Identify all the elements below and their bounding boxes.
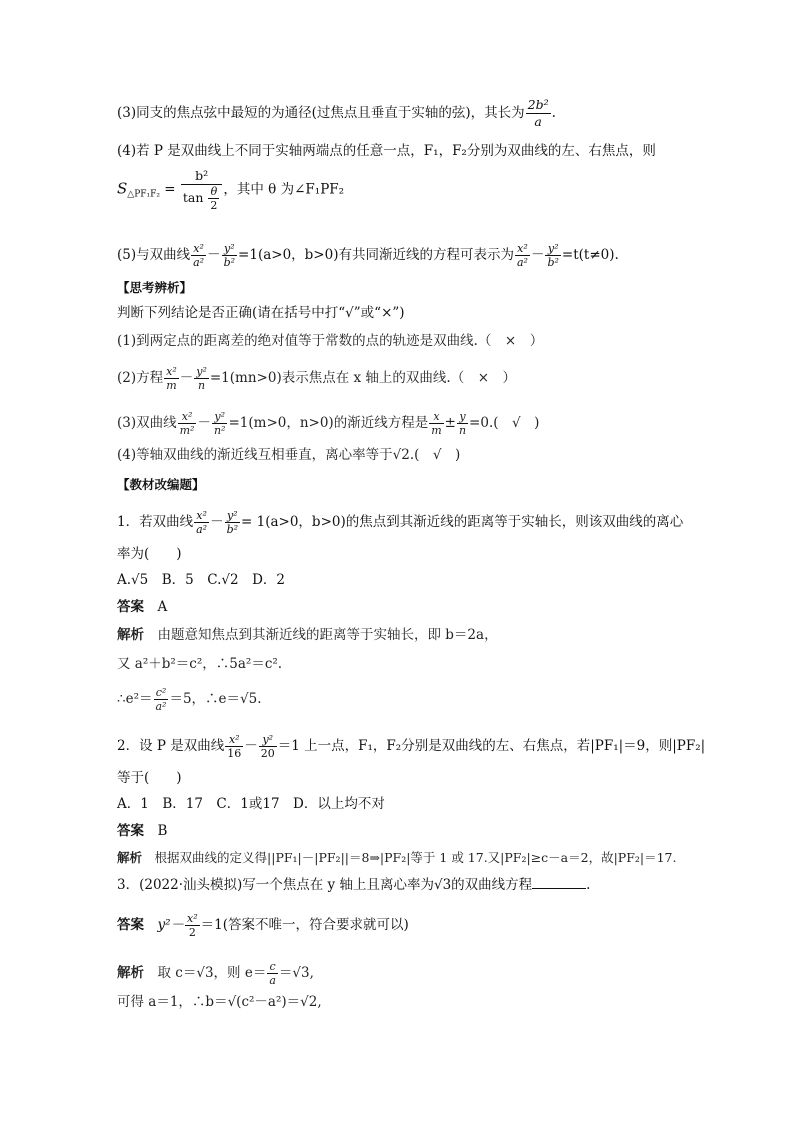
problem-3-answer (117, 912, 409, 939)
den: m (166, 379, 177, 392)
analysis-label: 解析 (117, 627, 144, 643)
analysis-label: 解析 (117, 850, 143, 865)
fraction-denominator: a (534, 114, 542, 129)
answer-value: A (157, 599, 168, 615)
think-q1: (1)到两定点的距离差的绝对值等于常数的点的轨迹是双曲线.（ × ） (117, 333, 544, 349)
fraction-denominator (181, 185, 223, 212)
answer-label: 答案 (117, 823, 144, 839)
num: y² (196, 365, 207, 378)
den: b² (226, 523, 239, 536)
think-intro: 判断下列结论是否正确(请在括号中打“√”或“×”) (117, 305, 405, 321)
problem-1-analysis-2: 又 a²＋b²＝c²，∴5a²＝c². (117, 656, 283, 672)
area-subscript: △PF₁F₂ (127, 189, 160, 200)
num: x² (178, 410, 197, 424)
p1-prefix: 1．若双曲线 (117, 514, 194, 530)
q3-prefix: (3)双曲线 (117, 415, 177, 431)
num: y² (545, 242, 560, 256)
property-5-prefix: (5)与双曲线 (117, 247, 191, 263)
num: x (429, 410, 443, 424)
property-3-fraction (526, 97, 551, 130)
q2-prefix: (2)方程 (117, 370, 164, 386)
problem-2-answer (117, 822, 167, 840)
problem-1-answer (117, 598, 167, 616)
fraction-numerator: 2b² (527, 97, 549, 112)
frac-y2-b2 (225, 509, 240, 536)
frac-y2-20 (259, 733, 277, 760)
num: y² (259, 733, 277, 747)
q3-suffix: =0.( √ ) (469, 415, 540, 431)
answer-suffix: ＝1(答案不唯一，符合要求就可以) (200, 917, 409, 933)
problem-1-stem: 1．若双曲线 $\frac{\text{x²}}{\text{a²}}$ － $\frac{\text{y²}}{\text{b²}}$ = 1(a>0，b>0)的焦点到其渐近线的距离等于实轴长，则该双曲线的离心 (117, 509, 684, 536)
period: . (551, 105, 556, 121)
frac-y2-b2 (545, 242, 560, 269)
two: 2 (210, 199, 218, 212)
num: c (267, 960, 278, 974)
den: n² (213, 424, 226, 437)
den: b² (547, 256, 559, 269)
p1-suffix: = 1(a>0，b>0)的焦点到其渐近线的距离等于实轴长，则该双曲线的离心 (241, 514, 684, 530)
den: m² (179, 424, 195, 437)
num: x² (187, 912, 198, 925)
problem-1-options: A.√5 B．5 C.√2 D．2 (117, 572, 285, 588)
p2-prefix: 2．设 P 是双曲线 (117, 738, 225, 754)
den: 2 (188, 926, 196, 939)
answer-value: B (157, 823, 168, 839)
num: y² (212, 410, 228, 424)
equals: = (164, 181, 176, 198)
frac-y2-n (194, 365, 209, 392)
property-4-formula (117, 168, 344, 212)
analysis-suffix: ＝5，∴e＝√5. (169, 691, 262, 707)
property-4-line1: (4)若 P 是双曲线上不同于实轴两端点的任意一点，F₁，F₂分别为双曲线的左、右焦点，则 (117, 143, 656, 159)
problem-3-analysis-1 (117, 960, 314, 987)
analysis-text: 根据双曲线的定义得||PF₁|－|PF₂||＝8⇒|PF₂|等于 1 或 17.又|PF₂|≥c－a＝2，故|PF₂|＝17. (154, 850, 677, 865)
den: 16 (227, 747, 242, 760)
q2-suffix: =1(mn>0)表示焦点在 x 轴上的双曲线.（ × ） (209, 370, 517, 386)
num: x² (166, 365, 177, 378)
frac-x-m (429, 410, 443, 437)
frac-x2-a2 (515, 242, 530, 269)
num: x² (225, 733, 243, 747)
tan-label: tan (182, 190, 204, 205)
frac-c2-a2 (154, 686, 169, 713)
analysis-text: 由题意知焦点到其渐近线的距离等于实轴长，即 b＝2a， (157, 627, 498, 643)
property-3 (117, 97, 556, 130)
den: a² (155, 700, 167, 713)
area-fraction (181, 168, 223, 212)
frac-x2-m2 (178, 410, 197, 437)
frac-c-a (267, 960, 278, 987)
frac-x2-a2 (194, 509, 209, 536)
frac-x2-16 (225, 733, 243, 760)
p2-suffix: ＝1 上一点，F₁，F₂分别是双曲线的左、右焦点，若|PF₁|＝9，则|PF₂| (277, 738, 706, 754)
problem-2-analysis (117, 849, 676, 867)
think-q3: (3)双曲线 $\frac{\text{x²}}{\text{m²}}$ － $\frac{\text{y²}}{\text{n²}}$ =1(m>0，n>0)的渐近线方程是 $\frac{x}{m}$ ± $\frac{y}{n}$ =0.( √ ) (117, 410, 540, 437)
num: y (457, 410, 468, 424)
frac-y-n (457, 410, 468, 437)
think-q4: (4)等轴双曲线的渐近线互相垂直，离心率等于√2.( √ ) (117, 447, 461, 463)
num: x² (194, 509, 209, 523)
num: y² (225, 509, 240, 523)
frac-x2-2 (185, 912, 200, 939)
think-heading: 【思考辨析】 (117, 280, 193, 295)
problem-3-analysis-2: 可得 a＝1，∴b＝√(c²－a²)＝√2, (117, 994, 322, 1010)
analysis-prefix: 取 c＝√3，则 e＝ (157, 965, 267, 981)
property-5: (5)与双曲线 $\frac{\text{x²}}{\text{a²}}$ － $\frac{\text{y²}}{\text{b²}}$ =1(a>0，b>0)有共同渐近线的方程可表示为 $\frac{\text{x²}}{\text{a²}}$ － $\frac{\text{y²}}{\text{b²}}$ =t(t≠0). (117, 242, 619, 269)
answer-blank (532, 876, 586, 889)
theta: θ (208, 185, 219, 199)
den: n (198, 379, 206, 392)
q3-mid: =1(m>0，n>0)的渐近线方程是 (228, 415, 429, 431)
num: y² (222, 242, 237, 256)
answer-label: 答案 (117, 917, 144, 933)
problem-2-stem: 2．设 P 是双曲线 $\frac{\text{x²}}{16}$ － $\frac{\text{y²}}{20}$ ＝1 上一点，F₁，F₂分别是双曲线的左、右焦点，若|PF₁|＝9，则|PF₂| (117, 733, 706, 760)
den: a² (196, 523, 208, 536)
frac-y2-n2 (212, 410, 228, 437)
think-q2: (2)方程 $\frac{\text{x²}}{m}$ － $\frac{\text{y²}}{n}$ =1(mn>0)表示焦点在 x 轴上的双曲线.（ × ） (117, 365, 517, 392)
problem-2-options: A．1 B．17 C．1或17 D．以上均不对 (117, 796, 385, 812)
den: a² (516, 256, 528, 269)
fraction-numerator: b² (181, 168, 223, 185)
num: c² (154, 686, 169, 700)
p3-prefix: 3．(2022·汕头模拟)写一个焦点在 y 轴上且离心率为√3的双曲线方程 (117, 877, 533, 893)
frac-y2-b2 (222, 242, 237, 269)
analysis-prefix: ∴e²＝ (117, 691, 153, 707)
property-4-tail: ，其中 θ 为∠F₁PF₂ (223, 181, 345, 198)
num: x² (515, 242, 530, 256)
den: a² (193, 256, 205, 269)
area-symbol: S (117, 179, 128, 198)
textbook-heading: 【教材改编题】 (117, 477, 205, 492)
problem-3-stem (117, 876, 590, 894)
frac-x2-m (164, 365, 179, 392)
den: m (431, 424, 442, 437)
den: a (269, 974, 276, 987)
analysis-suffix: ＝√3, (278, 965, 314, 981)
half-theta (208, 185, 219, 212)
problem-1-line2: 率为( ) (117, 546, 182, 562)
problem-1-analysis-1 (117, 626, 498, 644)
analysis-label: 解析 (117, 965, 144, 981)
frac-x2-a2 (191, 242, 206, 269)
property-5-suffix: =t(t≠0). (561, 247, 619, 263)
property-3-text: (3)同支的焦点弦中最短的为通径(过焦点且垂直于实轴的弦)，其长为 (117, 105, 525, 121)
problem-1-analysis-3 (117, 686, 262, 713)
period: . (586, 877, 591, 893)
num: x² (191, 242, 206, 256)
den: b² (223, 256, 236, 269)
problem-2-line2: 等于( ) (117, 770, 182, 786)
den: n (458, 424, 467, 437)
answer-prefix: y²－ (157, 917, 185, 933)
den: 20 (260, 747, 275, 760)
answer-label: 答案 (117, 599, 144, 615)
property-5-mid: =1(a>0，b>0)有共同渐近线的方程可表示为 (238, 247, 514, 263)
